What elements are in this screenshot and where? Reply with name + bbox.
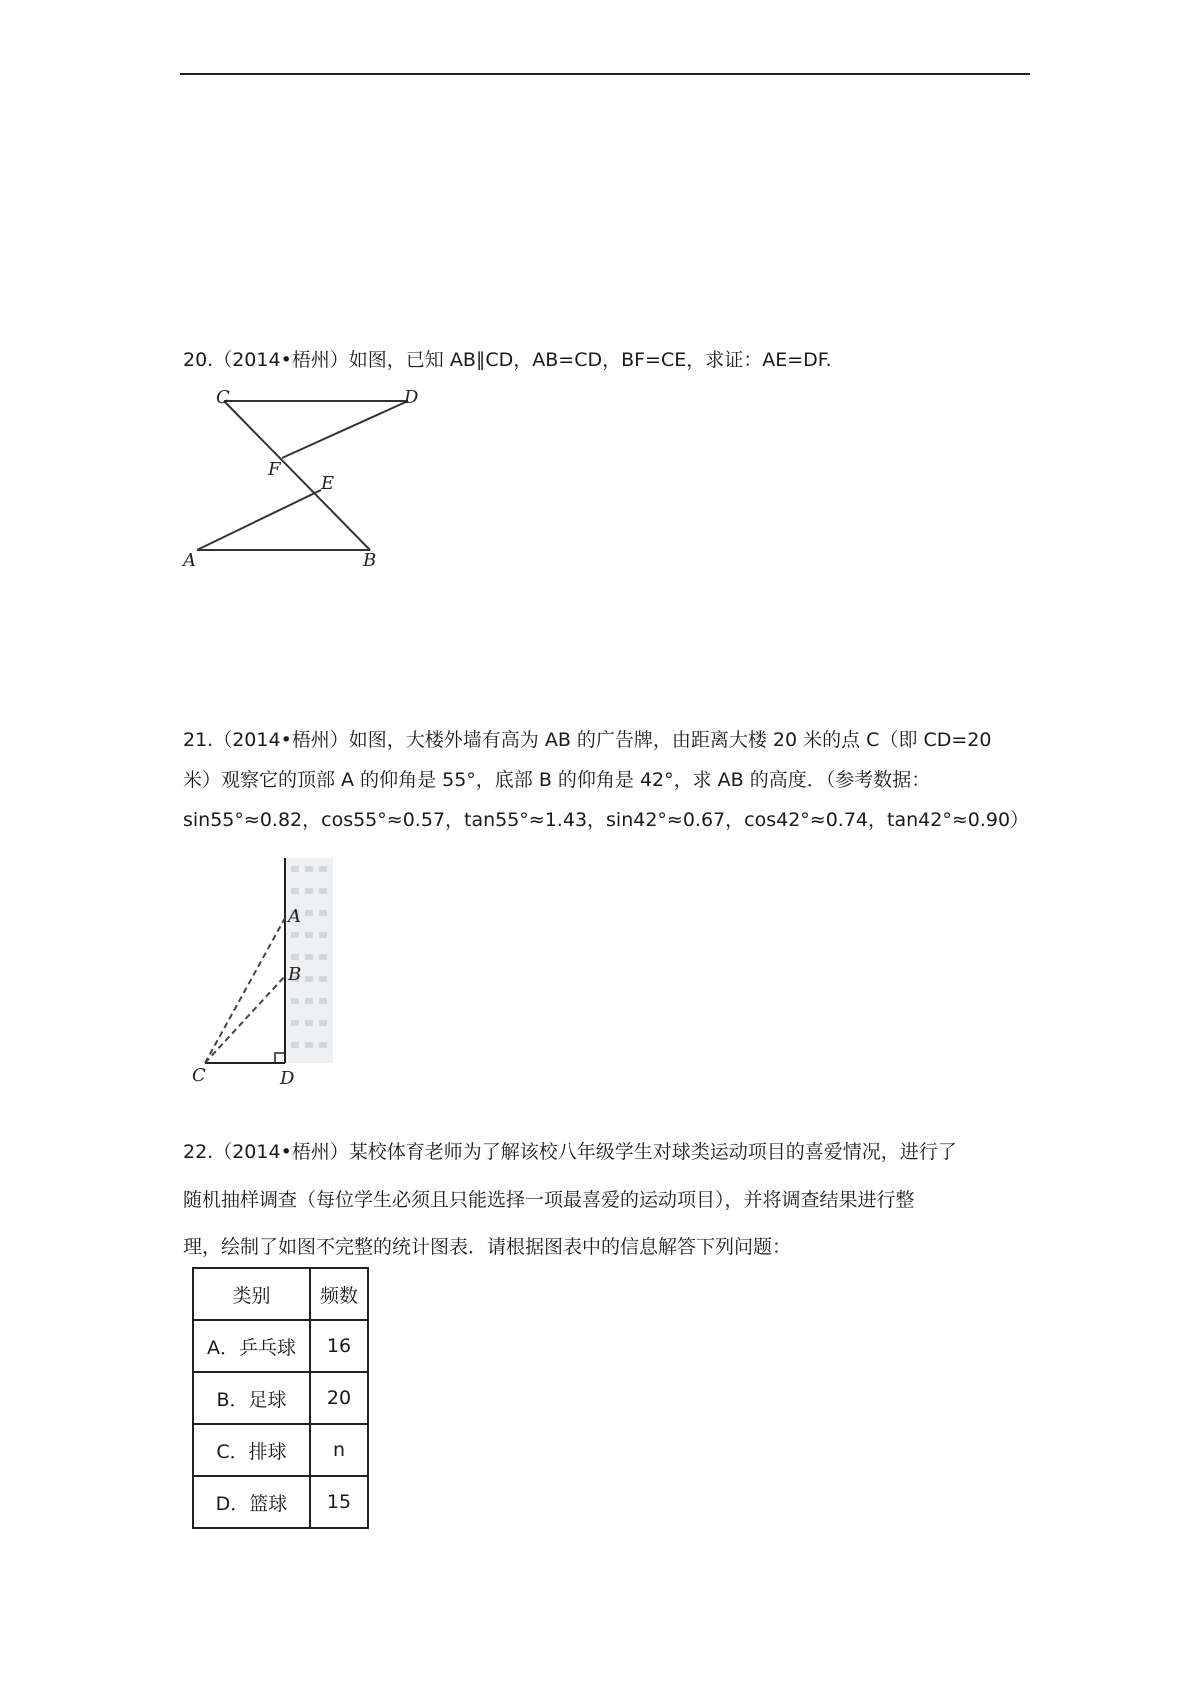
cell-frequency: 15 [310, 1476, 368, 1528]
label-c: C [216, 387, 230, 408]
right-angle-mark [275, 1053, 285, 1063]
segment-ae [197, 490, 321, 550]
cell-category: B．足球 [193, 1372, 310, 1424]
label-d: D [404, 387, 419, 408]
table-row [193, 1424, 368, 1476]
table-row [193, 1476, 368, 1528]
q21-figure [185, 858, 355, 1088]
cell-category: D．篮球 [193, 1476, 310, 1528]
q22-text-line2: 随机抽样调查（每位学生必须且只能选择一项最喜爱的运动项目），并将调查结果进行整 [183, 1189, 915, 1211]
cell-frequency: 16 [310, 1320, 368, 1372]
cell-frequency: n [310, 1424, 368, 1476]
header-frequency: 频数 [310, 1268, 368, 1320]
label-b: B [363, 550, 377, 571]
label-b: B [288, 964, 302, 985]
q21-text-line3: sin55°≈0.82，cos55°≈0.57，tan55°≈1.43，sin42°≈0.67，cos42°≈0.74，tan42°≈0.90） [183, 809, 1030, 831]
segment-df [282, 401, 408, 458]
building-windows [291, 866, 327, 1048]
table-row [193, 1320, 368, 1372]
header-rule [180, 73, 1030, 75]
label-a: A [183, 550, 196, 571]
header-category: 类别 [193, 1268, 310, 1320]
label-f: F [268, 459, 281, 480]
label-a: A [288, 906, 301, 927]
table-row [193, 1372, 368, 1424]
segment-cb [224, 401, 370, 550]
cell-category: A．乒乓球 [193, 1320, 310, 1372]
table-header-row [193, 1268, 368, 1320]
frequency-table [192, 1267, 369, 1529]
cell-category: C．排球 [193, 1424, 310, 1476]
q21-diagram [185, 858, 355, 1088]
label-d: D [280, 1068, 295, 1089]
q20-text: 20.（2014•梧州）如图，已知 AB∥CD，AB=CD，BF=CE，求证：AE=DF. [183, 349, 832, 371]
q20-figure [180, 385, 420, 575]
q22-text-line3: 理，绘制了如图不完整的统计图表．请根据图表中的信息解答下列问题： [183, 1236, 792, 1258]
q22-text-line1: 22.（2014•梧州）某校体育老师为了解该校八年级学生对球类运动项目的喜爱情况，进行了 [183, 1141, 957, 1163]
label-c: C [192, 1065, 206, 1086]
cell-frequency: 20 [310, 1372, 368, 1424]
q20-diagram [180, 385, 420, 575]
label-e: E [321, 473, 335, 494]
q21-text-line2: 米）观察它的顶部 A 的仰角是 55°，底部 B 的仰角是 42°，求 AB 的高度．（参考数据： [183, 769, 931, 791]
sightline-ca [205, 918, 285, 1063]
q21-text-line1: 21.（2014•梧州）如图，大楼外墙有高为 AB 的广告牌，由距离大楼 20 米的点 C（即 CD=20 [183, 729, 992, 751]
